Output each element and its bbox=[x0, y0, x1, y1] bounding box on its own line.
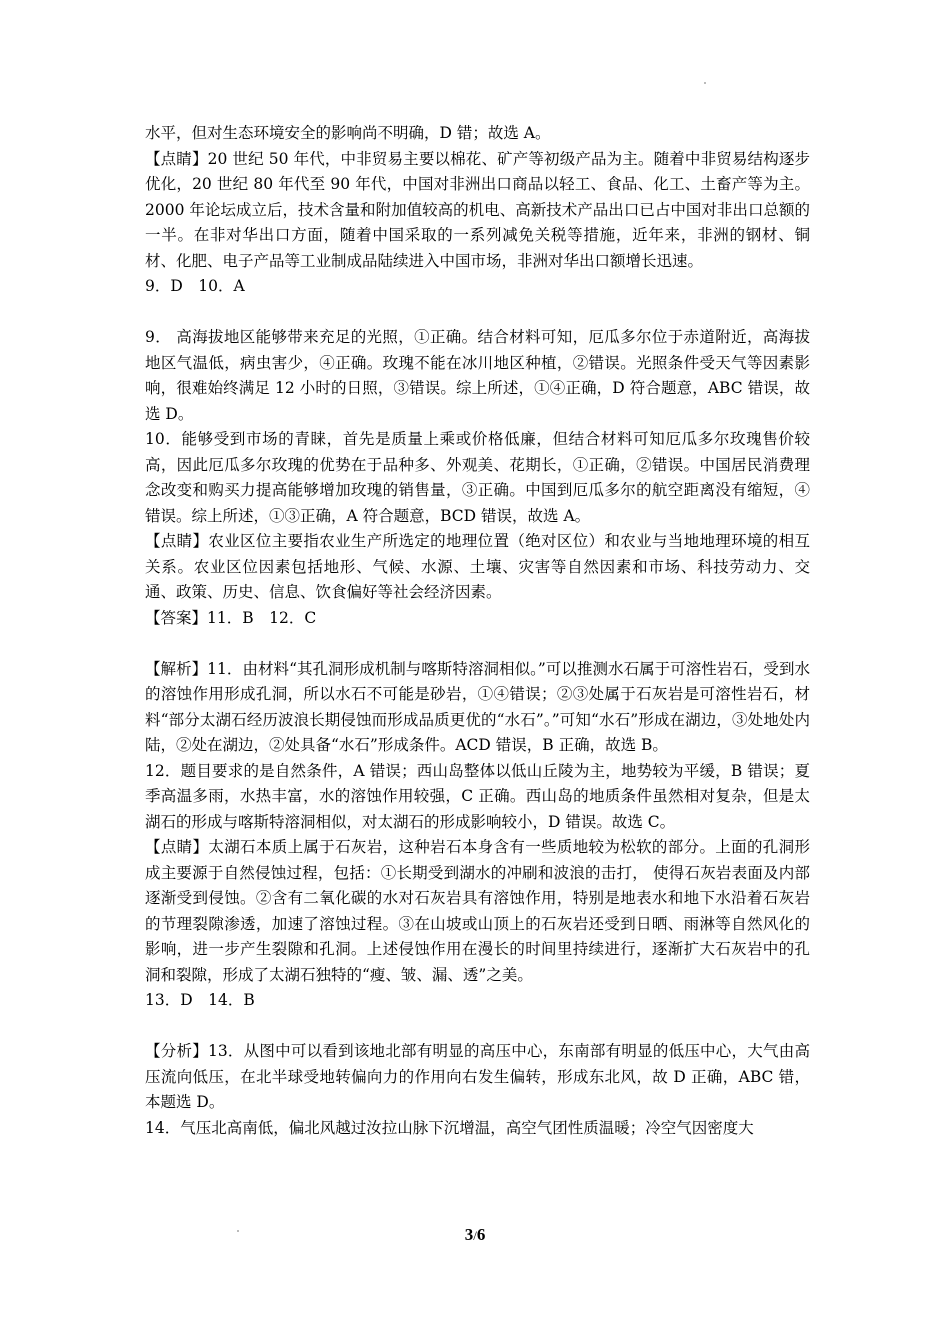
paragraph-explanation: 12．题目要求的是自然条件，A 错误；西山岛整体以低山丘陵为主，地势较为平缓，B 错误；夏季高温多雨，水热丰富，水的溶蚀作用较强，C 正确。西山岛的地质条件虽然相对复杂，但是太湖石的形成与喀斯特溶洞相似，对太湖石的形成影响较小，D 错误。故选 C。 bbox=[145, 761, 810, 831]
answer-line: 【答案】11．B 12．C bbox=[145, 608, 317, 627]
scan-speck bbox=[704, 82, 706, 84]
paragraph-explanation: 10．能够受到市场的青睐，首先是质量上乘或价格低廉，但结合材料可知厄瓜多尔玫瑰售价较高，因此厄瓜多尔玫瑰的优势在于品种多、外观美、花期长，①正确，②错误。中国居民消费理念改变和购买力提高能够增加玫瑰的销售量，③正确。中国到厄瓜多尔的航空距离没有缩短，④错误。综上所述，①③正确，A 符合题意，BCD 错误，故选 A。 bbox=[145, 430, 810, 525]
blank-line bbox=[145, 300, 810, 326]
answer-line: 13．D 14．B bbox=[145, 991, 255, 1009]
answer-line: 9．D 10．A bbox=[145, 277, 245, 295]
paragraph-explanation: 【分析】13．从图中可以看到该地北部有明显的高压中心，东南部有明显的低压中心，大气由高压流向低压，在北半球受地转偏向力的作用向右发生偏转，形成东北风，故 D 正确，ABC 错，本题选 D。 bbox=[145, 1042, 810, 1111]
paragraph-commentary: 【点睛】农业区位主要指农业生产所选定的地理位置（绝对区位）和农业与当地地理环境的相互关系。农业区位因素包括地形、气候、水源、土壤、灾害等自然因素和市场、科技劳动力、交通、政策、历史、信息、饮食偏好等社会经济因素。 bbox=[145, 532, 810, 601]
paragraph-explanation: 【解析】11．由材料“其孔洞形成机制与喀斯特溶洞相似。”可以推测水石属于可溶性岩石，受到水的溶蚀作用形成孔洞，所以水石不可能是砂岩，①④错误；②③处属于石灰岩是可溶性岩石，材料“部分太湖石经历波浪长期侵蚀而形成品质更优的“水石”。”可知“水石”形成在湖边，③处地处内陆，②处在湖边，②处具备“水石”形成条件。ACD 错误，B 正确，故选 B。 bbox=[145, 659, 810, 754]
paragraph-commentary: 【点睛】太湖石本质上属于石灰岩，这种岩石本身含有一些质地较为松软的部分。上面的孔洞形成主要源于自然侵蚀过程，包括：①长期受到湖水的冲刷和波浪的击打， 使得石灰岩表面及内部逐渐受到侵蚀。②含有二氧化碳的水对石灰岩具有溶蚀作用，特别是地表水和地下水沿着石灰岩的节理裂隙渗透，加速了溶蚀过程。③在山坡或山顶上的石灰岩还受到日晒、雨淋等自然风化的影响，进一步产生裂隙和孔洞。上述侵蚀作用在漫长的时间里持续进行，逐渐扩大石灰岩中的孔洞和裂隙，形成了太湖石独特的“瘦、皱、漏、透”之美。 bbox=[145, 838, 810, 984]
total-pages: 6 bbox=[476, 1225, 486, 1244]
paragraph-explanation: 14．气压北高南低，偏北风越过汝拉山脉下沉增温，高空气团性质温暖；冷空气因密度大 bbox=[145, 1118, 754, 1137]
page-number bbox=[0, 1225, 950, 1245]
blank-line bbox=[145, 631, 810, 657]
paragraph-commentary: 【点睛】20 世纪 50 年代，中非贸易主要以棉花、矿产等初级产品为主。随着中非贸易结构逐步优化，20 世纪 80 年代至 90 年代，中国对非洲出口商品以轻工、食品、化工、土畜产等为主。2000 年论坛成立后，技术含量和附加值较高的机电、高新技术产品出口已占中国对非出口总额的一半。在非对华出口方面，随着中国采取的一系列减免关税等措施，近年来，非洲的钢材、铜材、化肥、电子产品等工业制成品陆续进入中国市场，非洲对华出口额增长迅速。 bbox=[145, 149, 810, 270]
page-separator: / bbox=[473, 1228, 477, 1243]
paragraph: 水平，但对生态环境安全的影响尚不明确，D 错；故选 A。 bbox=[145, 124, 551, 142]
paragraph-explanation: 9． 高海拔地区能够带来充足的光照，①正确。结合材料可知，厄瓜多尔位于赤道附近，高海拔地区气温低，病虫害少，④正确。玫瑰不能在冰川地区种植，②错误。光照条件受天气等因素影响，很难始终满足 12 小时的日照，③错误。综上所述，①④正确，D 符合题意，ABC 错误，故选 D。 bbox=[145, 328, 810, 423]
blank-line bbox=[145, 1014, 810, 1040]
document-body bbox=[145, 121, 810, 1141]
current-page: 3 bbox=[464, 1225, 474, 1244]
